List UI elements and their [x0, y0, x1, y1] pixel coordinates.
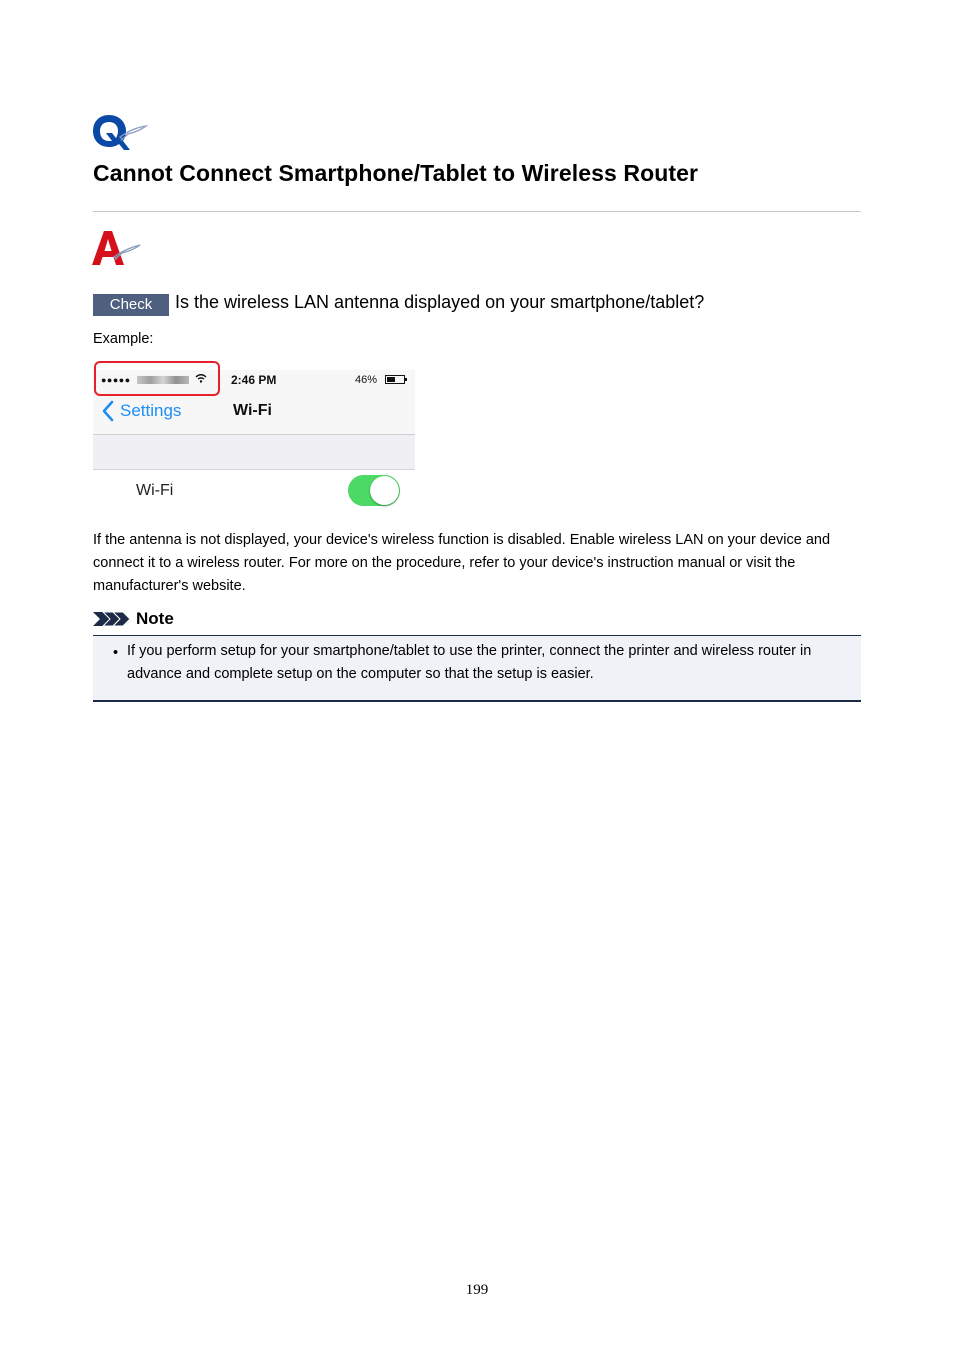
toggle-knob — [370, 476, 399, 505]
status-time: 2:46 PM — [231, 373, 277, 387]
note-box — [93, 635, 861, 702]
check-badge: Check — [93, 294, 169, 316]
note-item: If you perform setup for your smartphone/tablet to use the printer, connect the printer and wireless router in advance and complete setup on the computer so that the setup is easier. — [127, 643, 812, 682]
battery-percent: 46% — [355, 374, 378, 386]
page-title: Cannot Connect Smartphone/Tablet to Wireless Router — [93, 160, 699, 186]
antenna-highlight — [94, 361, 220, 396]
battery-icon — [385, 375, 405, 384]
question-q-icon — [92, 113, 148, 153]
note-chevrons-icon — [93, 611, 133, 627]
note-title: Note — [136, 609, 174, 628]
answer-body-text: If the antenna is not displayed, your device's wireless function is disabled. Enable wireless LAN on your device and connect it to a wireless router. For more on the procedure, refer to your device's instruction manual or visit the manufacturer's website. — [93, 532, 831, 594]
settings-back-button[interactable]: Settings — [120, 401, 182, 420]
answer-a-icon — [92, 229, 142, 267]
signal-dots: ●●●●● — [101, 375, 131, 385]
example-screenshot — [93, 360, 415, 512]
page-number: 199 — [465, 1282, 489, 1298]
example-label: Example: — [93, 331, 154, 347]
check-question: Is the wireless LAN antenna displayed on your smartphone/tablet? — [175, 292, 705, 312]
note-bullet: • — [113, 645, 119, 661]
wifi-toggle[interactable] — [348, 475, 400, 506]
wifi-row-label: Wi-Fi — [136, 482, 174, 499]
wifi-nav-title: Wi-Fi — [233, 402, 272, 419]
back-chevron-icon[interactable] — [101, 400, 115, 422]
section-gap — [93, 435, 415, 470]
section-divider — [93, 211, 861, 212]
